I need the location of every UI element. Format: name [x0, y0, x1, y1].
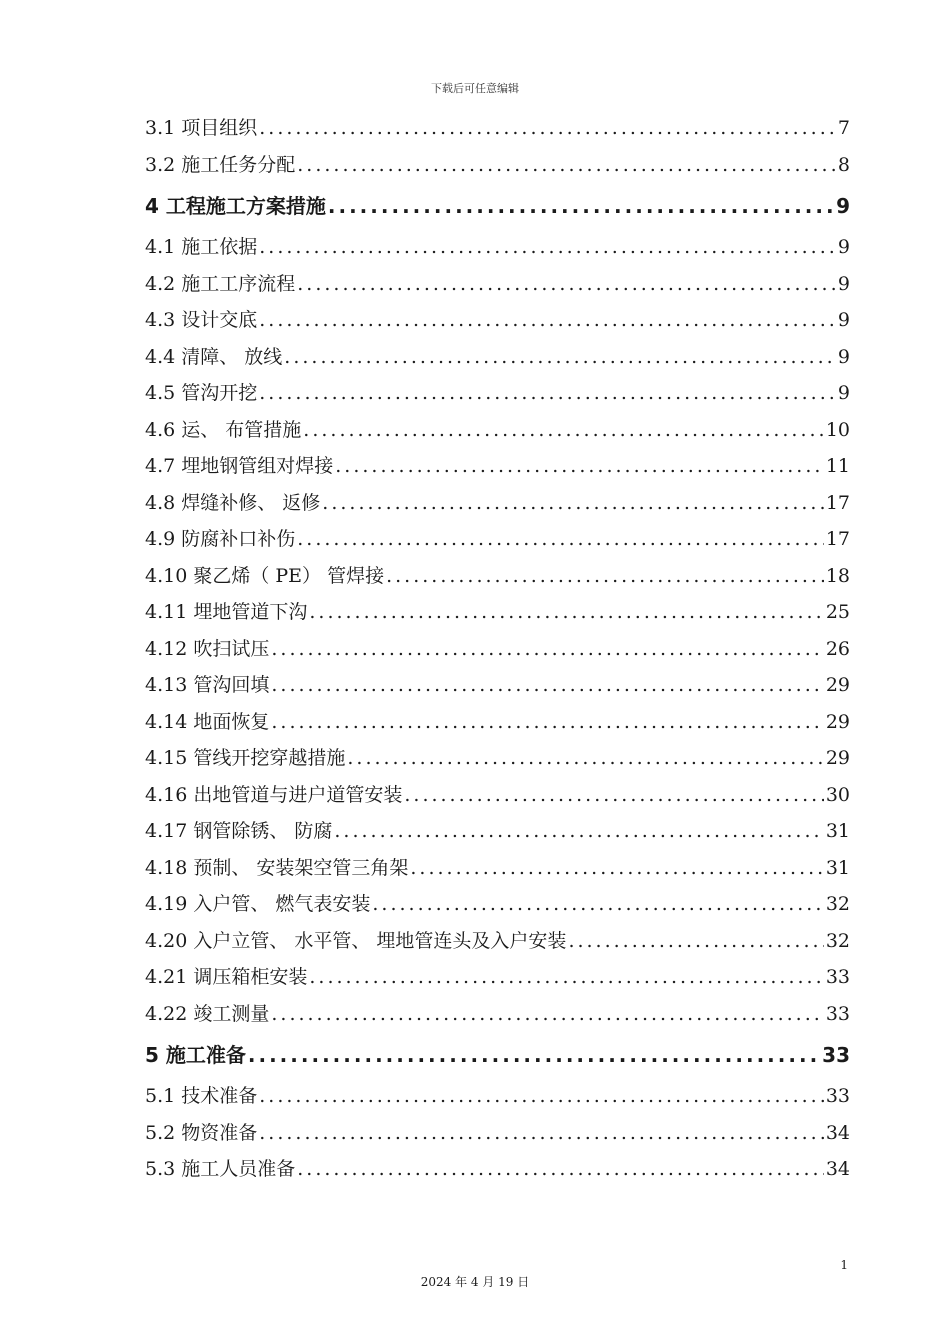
toc-entry-label: 4.6 运、 布管措施	[145, 418, 302, 441]
toc-entry[interactable]	[145, 339, 850, 376]
toc-entry-label: 4 工程施工方案措施	[145, 194, 326, 218]
toc-entry[interactable]	[145, 740, 850, 777]
toc-entry-label: 4.16 出地管道与进户道管安装	[145, 783, 403, 806]
toc-entry-label: 4.15 管线开挖穿越措施	[145, 747, 346, 769]
toc-entry-page: 8	[837, 153, 850, 176]
toc-entry-label: 3.1 项目组织	[145, 117, 258, 139]
toc-entry[interactable]	[145, 1078, 850, 1115]
toc-entry-page: 9	[837, 382, 850, 404]
toc-leader-dots	[271, 631, 823, 668]
toc-leader-dots	[309, 959, 823, 996]
toc-entry[interactable]	[145, 1151, 850, 1188]
toc-entry-page: 29	[825, 747, 850, 769]
toc-leader-dots	[297, 147, 836, 184]
toc-entry-page: 29	[825, 710, 850, 733]
toc-entry-label: 4.2 施工工序流程	[145, 272, 296, 295]
toc-entry-label: 4.13 管沟回填	[145, 674, 270, 696]
toc-entry-page: 30	[825, 783, 850, 806]
toc-entry-label: 4.19 入户管、 燃气表安装	[145, 893, 371, 915]
toc-entry[interactable]	[145, 183, 850, 229]
toc-leader-dots	[259, 375, 836, 412]
toc-entry[interactable]	[145, 412, 850, 449]
toc-entry-page: 9	[837, 309, 850, 331]
toc-entry-page: 33	[825, 966, 850, 988]
toc-entry[interactable]	[145, 110, 850, 147]
toc-entry-page: 31	[825, 820, 850, 842]
toc-leader-dots	[284, 339, 836, 376]
toc-leader-dots	[309, 594, 823, 631]
toc-entry-page: 9	[837, 272, 850, 295]
toc-entry[interactable]	[145, 594, 850, 631]
toc-entry-label: 4.1 施工依据	[145, 236, 258, 258]
toc-leader-dots	[271, 704, 823, 741]
toc-entry-page: 33	[825, 1085, 850, 1107]
toc-entry-page: 31	[825, 856, 850, 879]
toc-entry-page: 32	[825, 893, 850, 915]
toc-leader-dots	[404, 777, 823, 814]
toc-entry-page: 33	[822, 1043, 850, 1067]
toc-entry-page: 10	[825, 418, 850, 441]
toc-entry-page: 17	[825, 491, 850, 514]
toc-entry[interactable]	[145, 631, 850, 668]
toc-entry-label: 4.18 预制、 安装架空管三角架	[145, 856, 409, 879]
toc-leader-dots	[297, 521, 824, 558]
toc-entry-label: 4.10 聚乙烯（ PE） 管焊接	[145, 564, 385, 587]
toc-entry[interactable]	[145, 886, 850, 923]
page-number: 1	[840, 1258, 848, 1272]
toc-entry-page: 18	[825, 564, 850, 587]
toc-entry-label: 4.7 埋地钢管组对焊接	[145, 455, 334, 477]
table-of-contents	[145, 110, 850, 1188]
toc-entry[interactable]	[145, 1115, 850, 1152]
toc-entry-label: 4.22 竣工测量	[145, 1002, 270, 1025]
toc-entry[interactable]	[145, 996, 850, 1033]
toc-entry-label: 4.12 吹扫试压	[145, 637, 270, 660]
toc-leader-dots	[322, 485, 824, 522]
toc-leader-dots	[297, 266, 836, 303]
toc-entry[interactable]	[145, 147, 850, 184]
footer-date: 2024 年 4 月 19 日	[420, 1275, 530, 1289]
toc-entry-page: 9	[837, 236, 850, 258]
toc-leader-dots	[259, 1078, 824, 1115]
toc-entry[interactable]	[145, 448, 850, 485]
toc-entry[interactable]	[145, 302, 850, 339]
toc-entry[interactable]	[145, 521, 850, 558]
toc-entry[interactable]	[145, 813, 850, 850]
toc-entry-label: 5 施工准备	[145, 1043, 246, 1067]
toc-leader-dots	[271, 996, 823, 1033]
toc-leader-dots	[297, 1151, 824, 1188]
toc-entry-page: 7	[837, 117, 850, 139]
toc-entry-page: 33	[825, 1002, 850, 1025]
toc-entry[interactable]	[145, 558, 850, 595]
toc-leader-dots	[347, 740, 823, 777]
toc-leader-dots	[259, 229, 836, 266]
toc-entry[interactable]	[145, 923, 850, 960]
toc-entry-page: 29	[825, 674, 850, 696]
toc-leader-dots	[335, 448, 824, 485]
toc-entry-label: 4.11 埋地管道下沟	[145, 601, 308, 623]
toc-leader-dots	[334, 813, 823, 850]
toc-entry-label: 4.17 钢管除锈、 防腐	[145, 820, 333, 842]
toc-entry-label: 4.8 焊缝补修、 返修	[145, 491, 321, 514]
toc-entry[interactable]	[145, 704, 850, 741]
toc-leader-dots	[259, 1115, 824, 1152]
toc-entry-page: 9	[837, 345, 850, 368]
toc-entry-page: 34	[825, 1121, 850, 1144]
toc-entry-label: 4.3 设计交底	[145, 309, 258, 331]
toc-leader-dots	[259, 110, 836, 147]
toc-entry-label: 4.5 管沟开挖	[145, 382, 258, 404]
toc-leader-dots	[372, 886, 823, 923]
toc-entry[interactable]	[145, 850, 850, 887]
toc-entry-page: 34	[825, 1158, 850, 1180]
toc-entry[interactable]	[145, 229, 850, 266]
toc-entry-label: 3.2 施工任务分配	[145, 153, 296, 176]
toc-entry-page: 11	[825, 455, 850, 477]
toc-entry[interactable]	[145, 485, 850, 522]
toc-entry-label: 4.20 入户立管、 水平管、 埋地管连头及入户安装	[145, 929, 567, 952]
toc-entry-page: 26	[825, 637, 850, 660]
toc-entry-label: 5.2 物资准备	[145, 1121, 258, 1144]
toc-entry[interactable]	[145, 375, 850, 412]
toc-entry-label: 5.3 施工人员准备	[145, 1158, 296, 1180]
toc-entry[interactable]	[145, 777, 850, 814]
toc-entry[interactable]	[145, 667, 850, 704]
toc-entry-label: 4.14 地面恢复	[145, 710, 270, 733]
toc-entry-page: 9	[836, 194, 850, 218]
toc-entry-label: 5.1 技术准备	[145, 1085, 258, 1107]
toc-entry[interactable]	[145, 266, 850, 303]
toc-entry[interactable]	[145, 959, 850, 996]
toc-entry[interactable]	[145, 1032, 850, 1078]
toc-leader-dots	[271, 667, 823, 704]
toc-leader-dots	[410, 850, 823, 887]
toc-entry-label: 4.9 防腐补口补伤	[145, 528, 296, 550]
toc-entry-page: 17	[825, 528, 850, 550]
toc-leader-dots	[328, 183, 834, 229]
toc-leader-dots	[386, 558, 824, 595]
toc-entry-page: 25	[825, 601, 850, 623]
page-header: 下载后可任意编辑	[431, 82, 519, 95]
toc-entry-label: 4.4 清障、 放线	[145, 345, 283, 368]
toc-leader-dots	[259, 302, 836, 339]
toc-leader-dots	[303, 412, 824, 449]
toc-leader-dots	[248, 1032, 820, 1078]
toc-entry-label: 4.21 调压箱柜安装	[145, 966, 308, 988]
toc-entry-page: 32	[825, 929, 850, 952]
toc-leader-dots	[568, 923, 823, 960]
